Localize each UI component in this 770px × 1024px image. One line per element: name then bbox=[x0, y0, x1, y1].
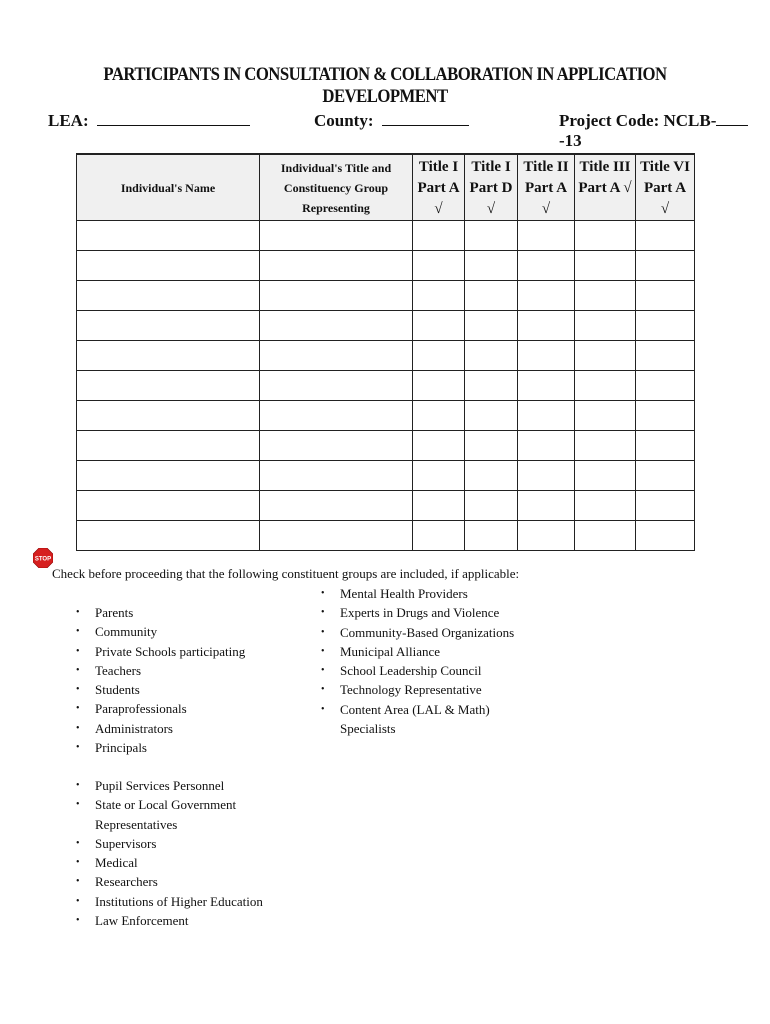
bullet-icon: • bbox=[76, 857, 80, 869]
project-code-label: Project Code: NCLB- bbox=[559, 111, 717, 130]
table-cell[interactable] bbox=[575, 251, 636, 281]
list-item bbox=[321, 584, 514, 603]
table-cell[interactable] bbox=[636, 341, 695, 371]
county-blank[interactable] bbox=[382, 111, 469, 126]
table-cell[interactable] bbox=[636, 251, 695, 281]
lea-field bbox=[48, 111, 250, 131]
list-item bbox=[76, 661, 245, 680]
project-code-field bbox=[559, 111, 770, 151]
project-code-blank[interactable] bbox=[716, 111, 748, 126]
list-item-label: Institutions of Higher Education bbox=[95, 893, 263, 909]
list-item-label: Students bbox=[95, 682, 140, 698]
table-cell[interactable] bbox=[465, 461, 518, 491]
bullet-icon: • bbox=[321, 684, 325, 696]
table-cell[interactable] bbox=[636, 461, 695, 491]
stop-sign-icon bbox=[33, 548, 53, 568]
list-item-label: Administrators bbox=[95, 720, 173, 736]
col-header-title-i-part-d: Title I Part D √ bbox=[465, 154, 518, 221]
table-row bbox=[77, 371, 695, 401]
table-cell[interactable] bbox=[413, 401, 465, 431]
table-cell[interactable] bbox=[260, 431, 413, 461]
list-item-label: Law Enforcement bbox=[95, 913, 189, 929]
table-cell[interactable] bbox=[518, 461, 575, 491]
table-cell[interactable] bbox=[413, 431, 465, 461]
table-cell[interactable] bbox=[518, 221, 575, 251]
table-cell[interactable] bbox=[636, 521, 695, 551]
table-cell[interactable] bbox=[413, 251, 465, 281]
table-cell[interactable] bbox=[77, 251, 260, 281]
list-item-label: Private Schools participating bbox=[95, 643, 246, 659]
table-cell[interactable] bbox=[575, 221, 636, 251]
bullet-icon: • bbox=[76, 876, 80, 888]
list-item-label: Medical bbox=[95, 855, 138, 871]
table-cell[interactable] bbox=[636, 371, 695, 401]
table-cell[interactable] bbox=[465, 311, 518, 341]
county-label: County: bbox=[314, 111, 374, 130]
list-item-continuation: Representatives bbox=[95, 816, 178, 832]
table-cell[interactable] bbox=[575, 431, 636, 461]
bullet-icon: • bbox=[321, 626, 325, 638]
list-item-label: Experts in Drugs and Violence bbox=[340, 605, 500, 621]
list-item-label: Community-Based Organizations bbox=[340, 624, 515, 640]
col-header-title-ii-part-a: Title II Part A √ bbox=[518, 154, 575, 221]
table-cell[interactable] bbox=[465, 251, 518, 281]
table-cell[interactable] bbox=[260, 311, 413, 341]
checkmark-icon: √ bbox=[660, 201, 670, 217]
table-cell[interactable] bbox=[518, 401, 575, 431]
list-item-label: State or Local Government bbox=[95, 797, 237, 813]
bullet-icon: • bbox=[76, 703, 80, 715]
table-cell[interactable] bbox=[465, 431, 518, 461]
table-cell[interactable] bbox=[77, 371, 260, 401]
list-item-label: Teachers bbox=[95, 662, 142, 678]
table-cell[interactable] bbox=[413, 521, 465, 551]
table-cell[interactable] bbox=[575, 461, 636, 491]
lea-label: LEA: bbox=[48, 111, 89, 130]
bullet-icon: • bbox=[76, 664, 80, 676]
table-cell[interactable] bbox=[77, 491, 260, 521]
bullet-icon: • bbox=[321, 703, 325, 715]
list-item-label: Content Area (LAL & Math) bbox=[340, 701, 490, 717]
table-cell[interactable] bbox=[636, 311, 695, 341]
table-cell[interactable] bbox=[518, 281, 575, 311]
table-cell[interactable] bbox=[636, 401, 695, 431]
bullet-icon: • bbox=[321, 607, 325, 619]
table-cell[interactable] bbox=[260, 251, 413, 281]
table-cell[interactable] bbox=[77, 281, 260, 311]
table-cell[interactable] bbox=[636, 281, 695, 311]
list-item bbox=[76, 680, 245, 699]
table-cell[interactable] bbox=[575, 281, 636, 311]
table-cell[interactable] bbox=[518, 311, 575, 341]
bullet-icon: • bbox=[76, 799, 80, 811]
table-cell[interactable] bbox=[465, 371, 518, 401]
table-cell[interactable] bbox=[260, 221, 413, 251]
list-item bbox=[321, 623, 514, 642]
table-cell[interactable] bbox=[636, 431, 695, 461]
stop-sign-text: STOP bbox=[34, 556, 52, 563]
bullet-icon: • bbox=[321, 588, 325, 599]
list-item bbox=[76, 834, 263, 853]
table-cell[interactable] bbox=[77, 311, 260, 341]
list-item-label: School Leadership Council bbox=[340, 663, 482, 679]
list-item bbox=[321, 661, 514, 680]
table-cell[interactable] bbox=[77, 401, 260, 431]
bullet-icon: • bbox=[76, 837, 80, 849]
table-cell[interactable] bbox=[518, 251, 575, 281]
list-item-label: Researchers bbox=[95, 874, 158, 890]
list-item bbox=[76, 853, 263, 872]
table-cell[interactable] bbox=[260, 521, 413, 551]
table-cell[interactable] bbox=[636, 491, 695, 521]
table-cell[interactable] bbox=[575, 401, 636, 431]
list-item bbox=[76, 911, 263, 930]
constituent-list-left-a bbox=[76, 603, 245, 757]
table-row bbox=[77, 341, 695, 371]
list-item bbox=[76, 776, 263, 795]
list-item bbox=[321, 603, 514, 622]
bullet-icon: • bbox=[321, 645, 325, 657]
table-cell[interactable] bbox=[260, 401, 413, 431]
list-item bbox=[321, 680, 514, 699]
table-row bbox=[77, 461, 695, 491]
list-item bbox=[76, 795, 263, 834]
table-cell[interactable] bbox=[465, 281, 518, 311]
constituent-list-right bbox=[321, 584, 514, 738]
bullet-icon: • bbox=[76, 722, 80, 734]
list-item-label: Pupil Services Personnel bbox=[95, 778, 225, 793]
list-item bbox=[76, 699, 245, 718]
list-item-label: Paraprofessionals bbox=[95, 701, 187, 717]
table-cell[interactable] bbox=[260, 461, 413, 491]
list-item bbox=[76, 603, 245, 622]
county-field bbox=[314, 111, 469, 131]
checkmark-icon: √ bbox=[541, 201, 551, 217]
table-row bbox=[77, 281, 695, 311]
table-cell[interactable] bbox=[518, 491, 575, 521]
table-cell[interactable] bbox=[413, 341, 465, 371]
lea-blank[interactable] bbox=[97, 111, 250, 126]
list-item bbox=[76, 892, 263, 911]
table-cell[interactable] bbox=[260, 281, 413, 311]
table-cell[interactable] bbox=[518, 341, 575, 371]
table-cell[interactable] bbox=[575, 371, 636, 401]
table-row bbox=[77, 311, 695, 341]
col-header-title-constituency: Individual's Title and Constituency Group Representing bbox=[260, 154, 413, 221]
list-item bbox=[76, 719, 245, 738]
bullet-icon: • bbox=[76, 780, 80, 791]
bullet-icon: • bbox=[76, 742, 80, 754]
table-cell[interactable] bbox=[77, 431, 260, 461]
bullet-icon: • bbox=[76, 607, 80, 618]
bullet-icon: • bbox=[76, 684, 80, 696]
table-cell[interactable] bbox=[465, 491, 518, 521]
table-cell[interactable] bbox=[465, 341, 518, 371]
table-cell[interactable] bbox=[413, 281, 465, 311]
col-header-title-i-part-a: Title I Part A √ bbox=[413, 154, 465, 221]
constituent-list-left-b bbox=[76, 776, 263, 930]
table-cell[interactable] bbox=[260, 491, 413, 521]
col-header-name: Individual's Name bbox=[77, 154, 260, 221]
bullet-icon: • bbox=[76, 645, 80, 657]
table-cell[interactable] bbox=[413, 461, 465, 491]
bullet-icon: • bbox=[76, 895, 80, 907]
table-cell[interactable] bbox=[465, 221, 518, 251]
table-header-row bbox=[77, 154, 695, 221]
table-cell[interactable] bbox=[413, 221, 465, 251]
table-cell[interactable] bbox=[77, 521, 260, 551]
table-cell[interactable] bbox=[413, 371, 465, 401]
list-item-label: Technology Representative bbox=[340, 682, 482, 698]
table-row bbox=[77, 251, 695, 281]
participants-table bbox=[76, 153, 695, 551]
project-code-suffix: -13 bbox=[559, 131, 582, 150]
list-item-label: Supervisors bbox=[95, 835, 157, 851]
list-item bbox=[76, 738, 245, 757]
list-item-label: Principals bbox=[95, 740, 147, 756]
bullet-icon: • bbox=[76, 626, 80, 638]
table-cell[interactable] bbox=[465, 521, 518, 551]
list-item-label: Municipal Alliance bbox=[340, 643, 441, 659]
check-instruction: Check before proceeding that the following constituent groups are included, if applicable: bbox=[52, 566, 520, 581]
list-item-label: Community bbox=[95, 624, 158, 640]
table-cell[interactable] bbox=[575, 341, 636, 371]
table-cell[interactable] bbox=[413, 491, 465, 521]
table-cell[interactable] bbox=[575, 311, 636, 341]
table-row bbox=[77, 401, 695, 431]
table-cell[interactable] bbox=[260, 371, 413, 401]
table-cell[interactable] bbox=[77, 341, 260, 371]
checkmark-icon: √ bbox=[434, 201, 443, 217]
list-item bbox=[76, 872, 263, 891]
table-cell[interactable] bbox=[465, 401, 518, 431]
table-row bbox=[77, 431, 695, 461]
table-row bbox=[77, 491, 695, 521]
list-item-label: Mental Health Providers bbox=[340, 586, 468, 601]
list-item-label: Parents bbox=[95, 605, 134, 620]
list-item bbox=[76, 622, 245, 641]
table-cell[interactable] bbox=[518, 371, 575, 401]
table-cell[interactable] bbox=[518, 431, 575, 461]
bullet-icon: • bbox=[321, 665, 325, 677]
list-item-continuation: Specialists bbox=[340, 721, 396, 737]
checkmark-icon: √ bbox=[486, 201, 496, 217]
table-row bbox=[77, 221, 695, 251]
table-cell[interactable] bbox=[575, 491, 636, 521]
col-header-title-iii-part-a: Title III Part A √ bbox=[575, 154, 636, 221]
form-title: PARTICIPANTS IN CONSULTATION & COLLABORATION IN APPLICATION DEVELOPMENT bbox=[103, 64, 667, 107]
bullet-icon: • bbox=[76, 915, 80, 927]
table-cell[interactable] bbox=[575, 521, 636, 551]
col-header-title-vi-part-a: Title VI Part A √ bbox=[636, 154, 695, 221]
table-cell[interactable] bbox=[260, 341, 413, 371]
table-cell[interactable] bbox=[518, 521, 575, 551]
list-item bbox=[321, 700, 514, 739]
table-row bbox=[77, 521, 695, 551]
table-cell[interactable] bbox=[413, 311, 465, 341]
list-item bbox=[321, 642, 514, 661]
list-item bbox=[76, 642, 245, 661]
table-cell[interactable] bbox=[636, 221, 695, 251]
table-cell[interactable] bbox=[77, 461, 260, 491]
table-cell[interactable] bbox=[77, 221, 260, 251]
